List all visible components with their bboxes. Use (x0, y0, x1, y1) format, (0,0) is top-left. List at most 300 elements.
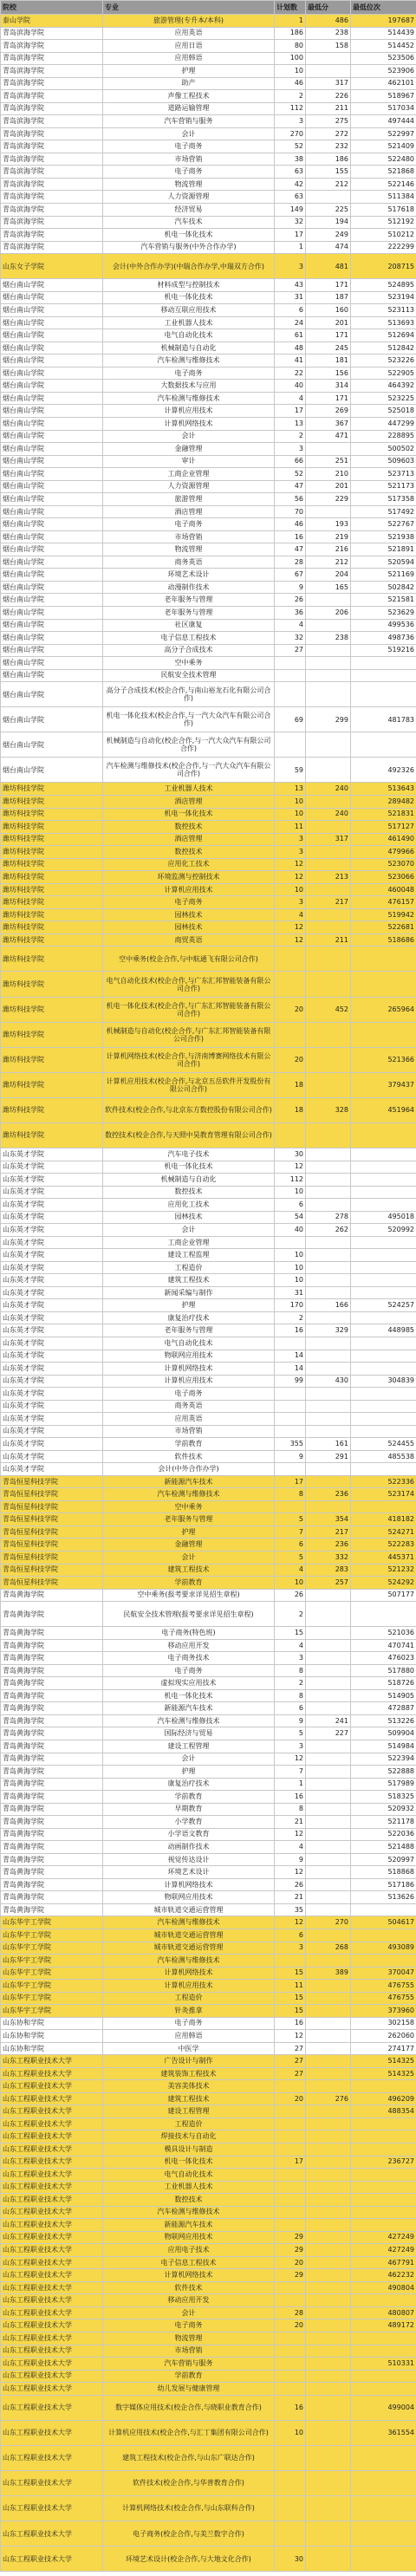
cell-major: 会计 (103, 1753, 275, 1766)
table-row (1, 2294, 416, 2307)
cell-school: 青岛滨海学院 (1, 77, 103, 90)
cell-plan-count (275, 2169, 306, 2182)
cell-min-rank: 521831 (351, 808, 416, 821)
cell-min-score: 171 (306, 392, 351, 405)
cell-min-score (306, 1199, 351, 1212)
cell-school: 烟台南山学院 (1, 594, 103, 607)
cell-plan-count: 3 (275, 896, 306, 909)
cell-min-rank (351, 2206, 416, 2219)
cell-plan-count: 36 (275, 606, 306, 619)
cell-plan-count: 46 (275, 518, 306, 531)
cell-major: 大数据技术与应用 (103, 380, 275, 393)
cell-min-rank (351, 2080, 416, 2093)
cell-min-score (306, 2206, 351, 2219)
table-row (1, 15, 416, 28)
cell-plan-count (275, 1500, 306, 1513)
cell-plan-count: 15 (275, 1967, 306, 1980)
cell-plan-count: 80 (275, 40, 306, 53)
cell-min-score (306, 908, 351, 921)
cell-min-score (306, 2345, 351, 2358)
cell-plan-count: 54 (275, 1211, 306, 1224)
cell-major: 计算机应用技术(校企合作,与北京五岳软件开发股份有限公司合作) (103, 1072, 275, 1097)
cell-major: 城市轨道交通运营管理 (103, 1903, 275, 1916)
cell-school: 潍坊科技学院 (1, 896, 103, 909)
cell-school: 山东华宇工学院 (1, 2005, 103, 2018)
cell-min-rank (351, 1500, 416, 1513)
cell-plan-count: 2 (275, 1677, 306, 1690)
cell-min-score (306, 2332, 351, 2345)
cell-school: 山东英才学院 (1, 1363, 103, 1376)
cell-major: 汽车电子技术 (103, 1148, 275, 1161)
cell-min-rank: 512694 (351, 329, 416, 342)
cell-plan-count: 47 (275, 480, 306, 493)
cell-major: 物流管理 (103, 543, 275, 556)
cell-min-score (306, 191, 351, 204)
cell-school: 山东英才学院 (1, 1463, 103, 1476)
table-row (1, 1740, 416, 1753)
cell-plan-count: 42 (275, 178, 306, 191)
table-row (1, 657, 416, 670)
table-row (1, 1627, 416, 1640)
cell-major: 空中乘务(校企合作,与中航通飞有限公司合作) (103, 946, 275, 972)
table-row (1, 1047, 416, 1072)
table-row (1, 833, 416, 846)
table-row (1, 1375, 416, 1388)
cell-min-rank: 447299 (351, 418, 416, 431)
cell-major: 新能源汽车技术 (103, 2219, 275, 2232)
cell-min-rank: 289482 (351, 796, 416, 809)
table-row (1, 178, 416, 191)
table-row (1, 1714, 416, 1727)
cell-min-score (306, 1664, 351, 1677)
cell-school: 青岛恒星科技学院 (1, 1488, 103, 1501)
cell-school: 青岛黄海学院 (1, 1664, 103, 1677)
cell-school: 青岛黄海学院 (1, 1791, 103, 1804)
cell-major: 工程造价 (103, 1261, 275, 1274)
cell-school: 山东工程职业技术大学 (1, 2080, 103, 2093)
table-row (1, 972, 416, 997)
cell-plan-count: 32 (275, 632, 306, 645)
cell-min-score: 225 (306, 203, 351, 216)
cell-major: 虚拟现实应用技术 (103, 1677, 275, 1690)
table-row (1, 2445, 416, 2470)
cell-plan-count: 31 (275, 291, 306, 304)
table-row (1, 1211, 416, 1224)
cell-major: 应用英语 (103, 27, 275, 40)
cell-plan-count: 56 (275, 493, 306, 506)
table-row (1, 2080, 416, 2093)
cell-school: 山东英才学院 (1, 1211, 103, 1224)
cell-school: 烟台南山学院 (1, 669, 103, 682)
table-row (1, 2269, 416, 2282)
cell-major: 建筑工程技术 (103, 2092, 275, 2105)
table-row (1, 796, 416, 809)
table-row (1, 1853, 416, 1866)
cell-plan-count: 21 (275, 1816, 306, 1829)
cell-min-score: 155 (306, 166, 351, 179)
cell-min-rank: 520932 (351, 1803, 416, 1816)
cell-min-score (306, 1122, 351, 1148)
cell-school: 青岛黄海学院 (1, 1766, 103, 1779)
table-row (1, 1463, 416, 1476)
cell-min-rank: 510331 (351, 2358, 416, 2371)
cell-plan-count: 16 (275, 1791, 306, 1804)
cell-min-rank: 523629 (351, 606, 416, 619)
cell-school: 潍坊科技学院 (1, 1022, 103, 1047)
cell-min-score: 283 (306, 1564, 351, 1577)
cell-school: 潍坊科技学院 (1, 808, 103, 821)
table-row (1, 1425, 416, 1438)
cell-major: 社区康复 (103, 619, 275, 632)
cell-min-score (306, 1363, 351, 1376)
cell-school: 烟台南山学院 (1, 758, 103, 783)
cell-min-score (306, 1929, 351, 1942)
cell-school: 烟台南山学院 (1, 279, 103, 292)
table-row (1, 1186, 416, 1199)
cell-min-rank: 521232 (351, 1564, 416, 1577)
cell-min-rank: 520992 (351, 1224, 416, 1237)
cell-min-rank: 519216 (351, 644, 416, 657)
cell-min-rank: 514905 (351, 1689, 416, 1702)
cell-min-rank (351, 2219, 416, 2232)
cell-school: 山东英才学院 (1, 1299, 103, 1312)
cell-major: 汽车营销与服务 (103, 2358, 275, 2371)
cell-min-score: 210 (306, 468, 351, 481)
cell-major: 护理 (103, 65, 275, 78)
cell-plan-count: 27 (275, 644, 306, 657)
cell-plan-count (275, 1236, 306, 1249)
cell-plan-count: 14 (275, 1363, 306, 1376)
cell-school: 青岛恒星科技学院 (1, 1475, 103, 1488)
cell-school: 山东华宇工学院 (1, 1916, 103, 1929)
cell-school: 山东工程职业技术大学 (1, 2092, 103, 2105)
cell-school: 山东英才学院 (1, 1186, 103, 1199)
cell-plan-count (275, 2194, 306, 2207)
cell-plan-count (275, 946, 306, 972)
table-row (1, 758, 416, 783)
table-row (1, 569, 416, 582)
cell-min-score (306, 1891, 351, 1904)
cell-min-rank: 523713 (351, 468, 416, 481)
table-row (1, 1652, 416, 1665)
cell-plan-count: 17 (275, 229, 306, 242)
cell-min-rank (351, 1955, 416, 1968)
cell-min-score: 171 (306, 279, 351, 292)
cell-plan-count: 28 (275, 556, 306, 569)
cell-major: 应用化工技术 (103, 1199, 275, 1212)
cell-school: 山东工程职业技术大学 (1, 2194, 103, 2207)
cell-plan-count: 9 (275, 581, 306, 594)
cell-school: 山东英才学院 (1, 1324, 103, 1337)
table-row (1, 2156, 416, 2169)
cell-min-rank: 523113 (351, 304, 416, 317)
cell-min-rank: 518325 (351, 1791, 416, 1804)
cell-major: 计算机应用技术 (103, 1980, 275, 1993)
cell-school: 青岛滨海学院 (1, 127, 103, 140)
cell-major: 工业机器人技术 (103, 316, 275, 329)
cell-major: 空中乘务(报考要求详见招生章程) (103, 1589, 275, 1602)
table-row (1, 1224, 416, 1237)
cell-min-rank: 467791 (351, 2256, 416, 2269)
cell-plan-count: 1 (275, 15, 306, 28)
cell-major: 老年服务与管理 (103, 594, 275, 607)
cell-plan-count (275, 2143, 306, 2156)
table-row (1, 493, 416, 506)
table-row (1, 1778, 416, 1791)
cell-min-rank: 523070 (351, 858, 416, 871)
cell-min-rank: 493089 (351, 1942, 416, 1955)
cell-min-score (306, 758, 351, 783)
cell-min-score (306, 619, 351, 632)
cell-plan-count (275, 1955, 306, 1968)
table-row (1, 1450, 416, 1463)
cell-min-score: 212 (306, 556, 351, 569)
table-row (1, 1955, 416, 1968)
cell-major: 金融管理 (103, 1538, 275, 1551)
header-min-score: 最低分 (306, 1, 351, 15)
cell-min-rank (351, 2547, 416, 2572)
cell-school: 青岛黄海学院 (1, 1853, 103, 1866)
table-row (1, 191, 416, 204)
cell-min-rank: 222299 (351, 241, 416, 254)
cell-min-score (306, 921, 351, 934)
cell-major: 软件技术 (103, 1450, 275, 1463)
table-row (1, 153, 416, 166)
cell-plan-count: 70 (275, 505, 306, 518)
table-row (1, 367, 416, 380)
cell-school: 山东英才学院 (1, 1261, 103, 1274)
cell-major: 园林技术 (103, 908, 275, 921)
cell-min-score (306, 1740, 351, 1753)
cell-min-score (306, 2169, 351, 2182)
cell-min-rank: 524292 (351, 1577, 416, 1590)
cell-school: 山东工程职业技术大学 (1, 2294, 103, 2307)
table-row (1, 40, 416, 53)
cell-min-score (306, 796, 351, 809)
cell-min-rank: 502842 (351, 581, 416, 594)
cell-school: 烟台南山学院 (1, 732, 103, 758)
cell-min-score (306, 1475, 351, 1488)
table-row (1, 1992, 416, 2005)
cell-plan-count: 17 (275, 2156, 306, 2169)
cell-major: 酒店管理 (103, 796, 275, 809)
cell-school: 青岛滨海学院 (1, 191, 103, 204)
cell-min-rank: 510212 (351, 229, 416, 242)
cell-major: 软件技术(校企合作,与北京东方数控股份有限公司合作) (103, 1097, 275, 1122)
cell-major: 计算机网络技术 (103, 1363, 275, 1376)
table-row (1, 455, 416, 468)
cell-school: 青岛滨海学院 (1, 27, 103, 40)
cell-major: 电子商务 (103, 140, 275, 153)
cell-plan-count: 69 (275, 707, 306, 732)
cell-min-score: 161 (306, 1438, 351, 1451)
cell-plan-count (275, 2206, 306, 2219)
cell-major: 会计(中外合作办学) (103, 1463, 275, 1476)
cell-min-score: 269 (306, 405, 351, 418)
cell-min-rank (351, 2130, 416, 2143)
table-row (1, 632, 416, 645)
cell-min-rank: 507177 (351, 1589, 416, 1602)
cell-min-score (306, 2067, 351, 2080)
cell-min-score (306, 1841, 351, 1854)
cell-school: 山东工程职业技术大学 (1, 2495, 103, 2521)
table-row (1, 316, 416, 329)
cell-major: 酒店管理 (103, 833, 275, 846)
cell-min-score (306, 1778, 351, 1791)
table-row (1, 1841, 416, 1854)
cell-plan-count: 20 (275, 1047, 306, 1072)
table-row (1, 2092, 416, 2105)
table-row (1, 430, 416, 443)
cell-major: 市场营销 (103, 1425, 275, 1438)
cell-min-score: 204 (306, 569, 351, 582)
cell-school: 山东英才学院 (1, 1224, 103, 1237)
cell-min-score (306, 657, 351, 670)
cell-school: 潍坊科技学院 (1, 883, 103, 896)
cell-major: 汽车检测与维修技术 (103, 1955, 275, 1968)
cell-plan-count (275, 2219, 306, 2232)
cell-plan-count (275, 1425, 306, 1438)
cell-major: 工商企业管理 (103, 1236, 275, 1249)
cell-min-score: 211 (306, 102, 351, 115)
cell-min-rank (351, 2181, 416, 2194)
cell-major: 计算机网络技术(校企合作,与山东联科合作) (103, 2495, 275, 2521)
cell-min-rank: 490804 (351, 2281, 416, 2294)
cell-min-rank: 517492 (351, 505, 416, 518)
cell-min-score (306, 2181, 351, 2194)
cell-min-score (306, 883, 351, 896)
cell-min-rank: 460048 (351, 883, 416, 896)
cell-school: 青岛恒星科技学院 (1, 1564, 103, 1577)
cell-school: 青岛黄海学院 (1, 1828, 103, 1841)
cell-min-score (306, 1828, 351, 1841)
cell-plan-count: 12 (275, 921, 306, 934)
cell-plan-count: 43 (275, 279, 306, 292)
cell-major: 人力资源管理 (103, 191, 275, 204)
table-row (1, 2017, 416, 2030)
table-row (1, 1577, 416, 1590)
cell-major: 会计 (103, 1551, 275, 1564)
cell-school: 潍坊科技学院 (1, 1047, 103, 1072)
cell-min-score: 232 (306, 140, 351, 153)
cell-major: 机电一体化技术(校企合作,与一汽大众汽车有限公司合作) (103, 707, 275, 732)
cell-min-score (306, 2080, 351, 2093)
cell-major: 机械制造与自动化(校企合作,与一汽大众汽车有限公司合作) (103, 732, 275, 758)
cell-plan-count: 12 (275, 1753, 306, 1766)
cell-school: 潍坊科技学院 (1, 1122, 103, 1148)
table-row (1, 1878, 416, 1891)
cell-school: 青岛滨海学院 (1, 241, 103, 254)
table-row (1, 1903, 416, 1916)
cell-plan-count: 26 (275, 1589, 306, 1602)
cell-plan-count: 112 (275, 102, 306, 115)
cell-min-rank: 518967 (351, 90, 416, 103)
cell-school: 山东英才学院 (1, 1148, 103, 1161)
cell-min-score: 186 (306, 153, 351, 166)
cell-school: 山东华宇工学院 (1, 1955, 103, 1968)
table-row (1, 1589, 416, 1602)
cell-min-score: 299 (306, 707, 351, 732)
cell-min-score (306, 669, 351, 682)
cell-plan-count: 11 (275, 821, 306, 834)
cell-min-score: 219 (306, 530, 351, 543)
cell-plan-count: 48 (275, 342, 306, 355)
cell-plan-count (275, 2370, 306, 2383)
cell-min-score (306, 2219, 351, 2232)
cell-major: 汽车检测与维修技术 (103, 355, 275, 368)
cell-min-score (306, 1337, 351, 1350)
cell-major: 电子商务 (103, 1388, 275, 1401)
cell-major: 机电一体化技术(校企合作,与广东汇邦智能装备有限公司合作) (103, 997, 275, 1022)
table-row (1, 2105, 416, 2118)
cell-major: 模具设计与制造 (103, 2143, 275, 2156)
cell-school: 烟台南山学院 (1, 392, 103, 405)
table-row (1, 556, 416, 569)
cell-min-rank: 522905 (351, 367, 416, 380)
cell-plan-count: 3 (275, 1942, 306, 1955)
cell-school: 青岛恒星科技学院 (1, 1513, 103, 1526)
cell-major: 物流管理 (103, 2332, 275, 2345)
cell-min-rank: 462232 (351, 2269, 416, 2282)
cell-school: 烟台南山学院 (1, 455, 103, 468)
cell-min-rank (351, 2470, 416, 2495)
cell-major: 商务英语 (103, 1400, 275, 1413)
cell-min-rank: 488354 (351, 2105, 416, 2118)
cell-school: 潍坊科技学院 (1, 858, 103, 871)
table-row (1, 2470, 416, 2495)
header-school: 院校 (1, 1, 103, 15)
cell-school: 烟台南山学院 (1, 657, 103, 670)
table-row (1, 1538, 416, 1551)
cell-min-rank: 228895 (351, 430, 416, 443)
cell-major: 旅游管理 (103, 493, 275, 506)
cell-major: 计算机应用技术 (103, 1375, 275, 1388)
cell-min-score (306, 1980, 351, 1993)
cell-plan-count (275, 2332, 306, 2345)
table-row (1, 2231, 416, 2244)
cell-major: 电子信息工程技术 (103, 632, 275, 645)
cell-major: 应用化工技术 (103, 858, 275, 871)
cell-school: 烟台南山学院 (1, 329, 103, 342)
table-row (1, 90, 416, 103)
cell-school: 山东华宇工学院 (1, 1929, 103, 1942)
table-row (1, 2005, 416, 2018)
cell-min-score (306, 1903, 351, 1916)
table-row (1, 2495, 416, 2521)
table-row (1, 2206, 416, 2219)
cell-school: 山东英才学院 (1, 1438, 103, 1451)
cell-min-rank: 517127 (351, 821, 416, 834)
cell-major: 会计(中外合作办学)(中瑞合作办学,中瑞双方合作) (103, 254, 275, 279)
cell-min-rank (351, 2143, 416, 2156)
table-row (1, 468, 416, 481)
cell-plan-count: 4 (275, 908, 306, 921)
cell-min-rank: 498736 (351, 632, 416, 645)
cell-min-score: 452 (306, 997, 351, 1022)
table-row (1, 166, 416, 179)
cell-major: 数控技术 (103, 846, 275, 859)
cell-min-rank: 523174 (351, 1488, 416, 1501)
cell-min-score: 236 (306, 1488, 351, 1501)
table-row (1, 329, 416, 342)
cell-major: 市场营销 (103, 2345, 275, 2358)
cell-school: 山东工程职业技术大学 (1, 2445, 103, 2470)
cell-school: 青岛滨海学院 (1, 65, 103, 78)
cell-major: 电子商务 (103, 518, 275, 531)
cell-school: 潍坊科技学院 (1, 833, 103, 846)
cell-major: 空中乘务 (103, 1500, 275, 1513)
cell-school: 山东英才学院 (1, 1174, 103, 1187)
